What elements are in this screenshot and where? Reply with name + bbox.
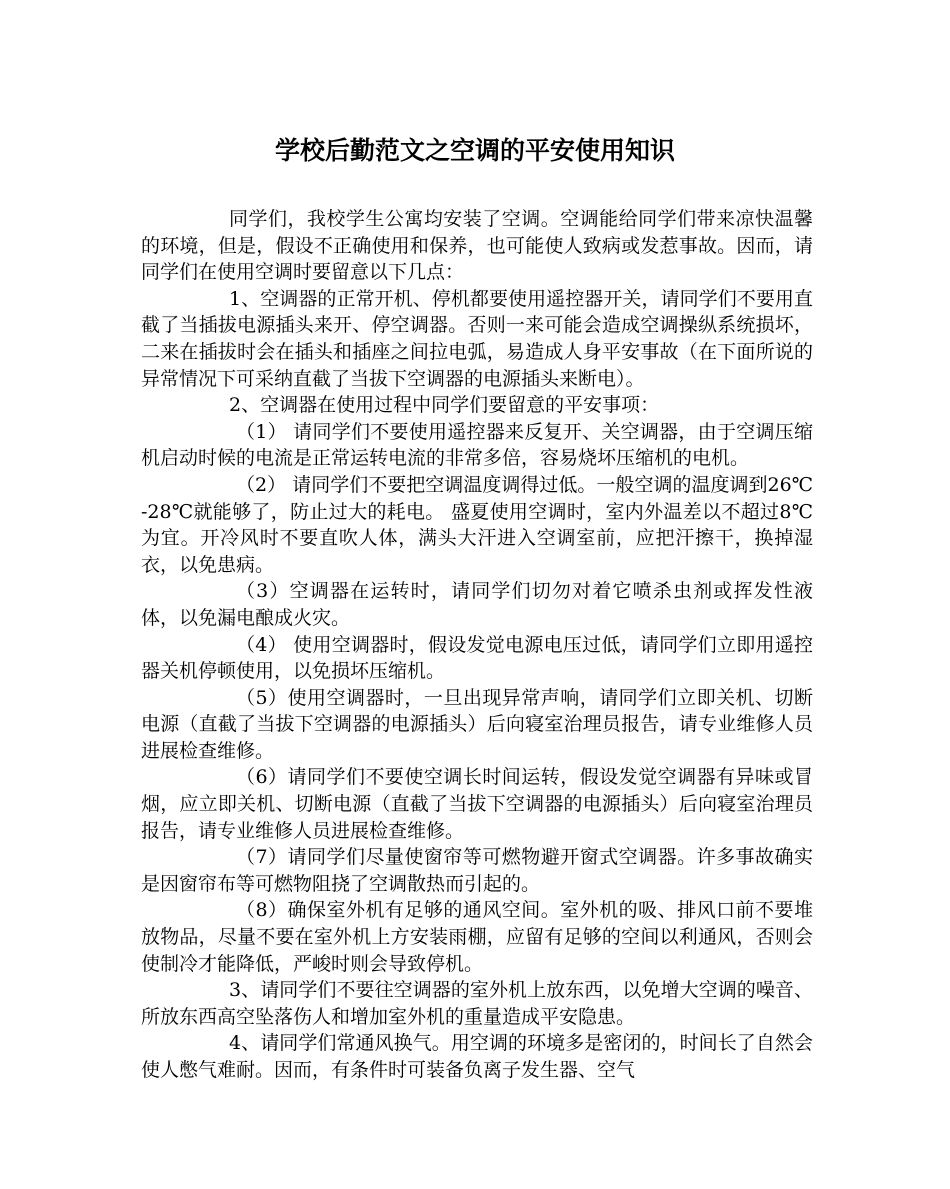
paragraph-intro: 同学们，我校学生公寓均安装了空调。空调能给同学们带来凉快温馨的环境，但是，假设不正确使用和保养，也可能使人致病或发惹事故。因而，请同学们在使用空调时要留意以下几点： [141,208,813,284]
paragraph-subitem-1: （1） 请同学们不要使用遥控器来反复开、关空调器，由于空调压缩机启动时候的电流是正常运转电流的非常多倍，容易烧坏压缩机的电机。 [141,420,813,470]
paragraph-item-3: 3、请同学们不要往空调器的室外机上放东西，以免增大空调的噪音、所放东西高空坠落伤人和增加室外机的重量造成平安隐患。 [141,979,813,1028]
paragraph-subitem-3: （3）空调器在运转时，请同学们切勿对着它喷杀虫剂或挥发性液体，以免漏电酿成火灾。 [141,580,813,629]
paragraph-item-4: 4、请同学们常通风换气。用空调的环境多是密闭的，时间长了自然会使人憋气难耐。因而，有条件时可装备负离子发生器、空气 [141,1032,813,1081]
paragraph-subitem-2: （2） 请同学们不要把空调温度调得过低。一般空调的温度调到26℃-28℃就能够了，防止过大的耗电。 盛夏使用空调时，室内外温差以不超过8℃为宜。开冷风时不要直吹人体，满头大汗进入空调室前，应把汗擦干，换掉湿衣，以免患病。 [141,473,813,576]
paragraph-item-2: 2、空调器在使用过程中同学们要留意的平安事项： [229,394,660,417]
paragraph-subitem-8: （8）确保室外机有足够的通风空间。室外机的吸、排风口前不要堆放物品，尽量不要在室外机上方安装雨棚，应留有足够的空间以利通风，否则会使制冷才能降低，严峻时则会导致停机。 [141,899,813,975]
paragraph-subitem-5: （5）使用空调器时，一旦出现异常声响，请同学们立即关机、切断电源（直截了当拔下空调器的电源插头）后向寝室治理员报告，请专业维修人员进展检查维修。 [141,686,813,762]
document-body [141,206,813,1084]
paragraph-subitem-6: （6）请同学们不要使空调长时间运转，假设发觉空调器有异味或冒烟，应立即关机、切断电源（直截了当拔下空调器的电源插头）后向寝室治理员报告，请专业维修人员进展检查维修。 [141,766,813,842]
paragraph-subitem-4: （4） 使用空调器时，假设发觉电源电压过低，请同学们立即用遥控器关机停顿使用，以免损坏压缩机。 [141,633,813,683]
document-title: 学校后勤范文之空调的平安使用知识 [274,136,675,165]
paragraph-item-1: 1、空调器的正常开机、停机都要使用遥控器开关，请同学们不要用直截了当插拔电源插头来开、停空调器。否则一来可能会造成空调操纵系统损坏，二来在插拔时会在插头和插座之间拉电弧，易造成人身平安事故（在下面所说的异常情况下可采纳直截了当拔下空调器的电源插头来断电）。 [141,287,813,390]
paragraph-subitem-7: （7）请同学们尽量使窗帘等可燃物避开窗式空调器。许多事故确实是因窗帘布等可燃物阻挠了空调散热而引起的。 [141,846,813,895]
